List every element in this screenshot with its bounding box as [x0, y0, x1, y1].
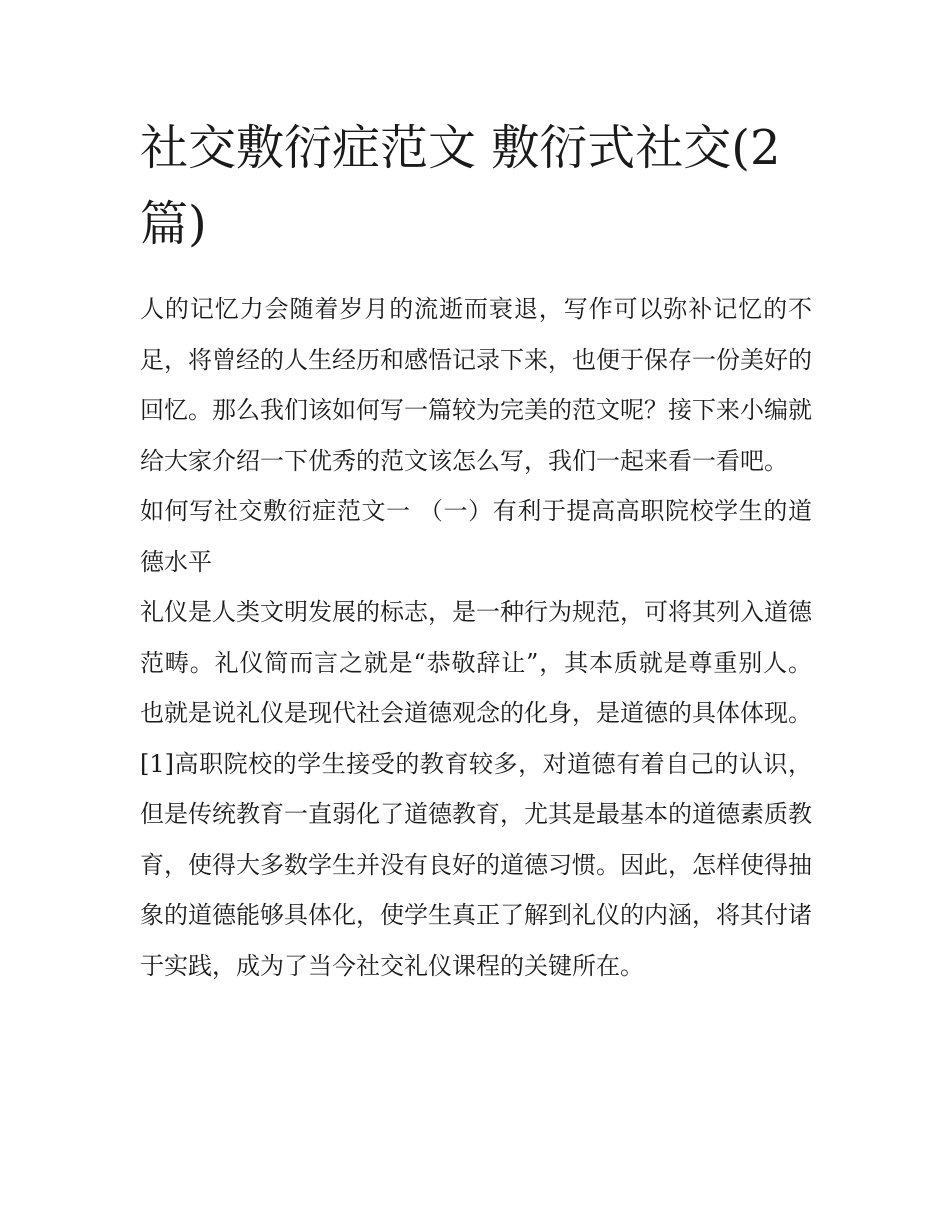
document-title: 社交敷衍症范文 敷衍式社交(2篇): [140, 120, 781, 252]
document-body: [140, 110, 812, 991]
body-paragraph: 礼仪是人类文明发展的标志，是一种行为规范，可将其列入道德范畴。礼仪简而言之就是“恭敬辞让”，其本质就是尊重别人。也就是说礼仪是现代社会道德观念的化身，是道德的具体体现。[1]高职院校的学生接受的教育较多，对道德有着自己的认识，但是传统教育一直弱化了道德教育，尤其是最基本的道德素质教育，使得大多数学生并没有良好的道德习惯。因此，怎样使得抽象的道德能够具体化，使学生真正了解到礼仪的内涵，将其付诸于实践，成为了当今社交礼仪课程的关键所在。: [140, 598, 812, 980]
intro-paragraph: 人的记忆力会随着岁月的流逝而衰退，写作可以弥补记忆的不足，将曾经的人生经历和感悟记录下来，也便于保存一份美好的回忆。那么我们该如何写一篇较为完美的范文呢？接下来小编就给大家介绍一下优秀的范文该怎么写，我们一起来看一看吧。: [140, 295, 812, 475]
section-heading: 如何写社交敷衍症范文一 （一）有利于提高高职院校学生的道德水平: [140, 497, 812, 576]
